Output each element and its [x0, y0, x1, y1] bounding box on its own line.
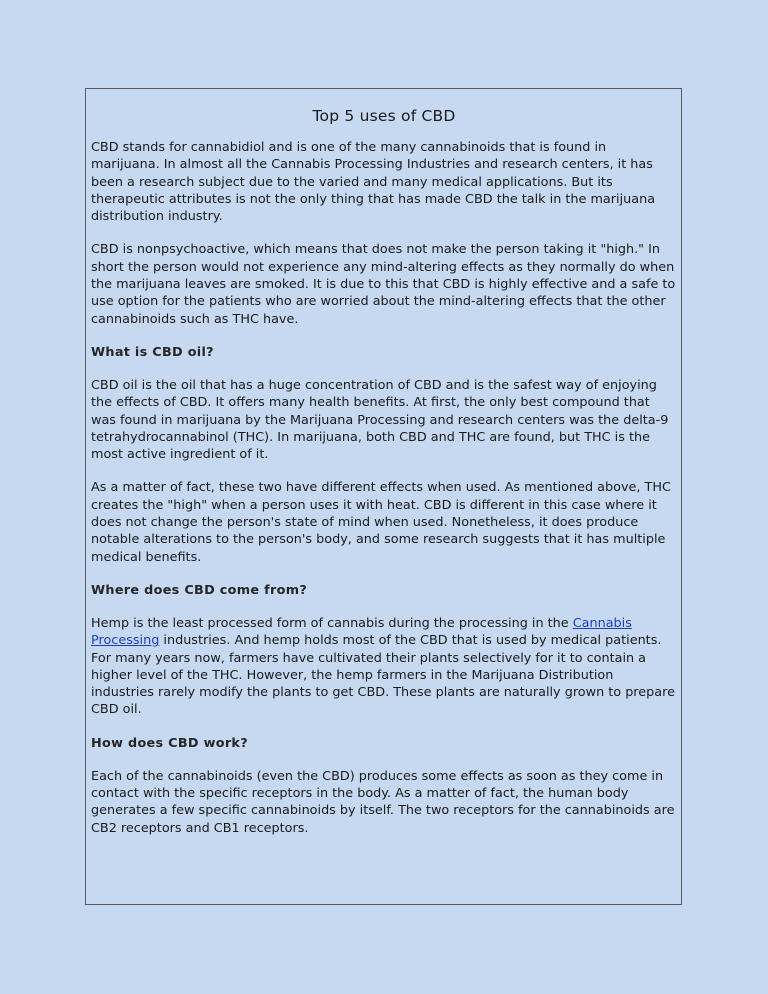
section1-paragraph-2: As a matter of fact, these two have different effects when used. As mentioned above, THC creates the "high" when a person uses it with heat. CBD is different in this case where it does not change the person's state of mind when used. Nonetheless, it does produce notable alterations to the person's body, and some research suggests that it has multiple medical benefits.	[91, 480, 671, 565]
intro-paragraph-1: CBD stands for cannabidiol and is one of the many cannabinoids that is found in marijuana. In almost all the Cannabis Processing Industries and research centers, it has been a research subject due to the varied and many medical applications. But its therapeutic attributes is not the only thing that has made CBD the talk in the marijuana distribution industry.	[91, 140, 656, 225]
section3-paragraph-1: Each of the cannabinoids (even the CBD) produces some effects as soon as they come in contact with the specific receptors in the body. As a matter of fact, the human body generates a few specific cannabinoids by itself. The two receptors for the cannabinoids are CB2 receptors and CB1 receptors.	[91, 768, 675, 836]
document-page	[85, 88, 682, 905]
cannabis-processing-link[interactable]: Cannabis Processing	[91, 615, 632, 649]
intro-paragraph-2: CBD is nonpsychoactive, which means that does not make the person taking it "high." In short the person would not experience any mind-altering effects as they normally do when the marijuana leaves are smoked. It is due to this that CBD is highly effective and a safe to use option for the patients who are worried about the mind-altering effects that the other cannabinoids such as THC have.	[91, 242, 676, 327]
section2-text-after-link: industries. And hemp holds most of the CBD that is used by medical patients. For many years now, farmers have cultivated their plants selectively for it to contain a higher level of the THC. However, the hemp farmers in the Marijuana Distribution industries rarely modify the plants to get CBD. These plants are naturally grown to prepare CBD oil.	[91, 633, 675, 718]
section2-text-before-link: Hemp is the least processed form of cannabis during the processing in the	[91, 615, 573, 631]
section-heading-where-does-cbd-come-from: Where does CBD come from?	[91, 582, 308, 598]
document-title: Top 5 uses of CBD	[312, 107, 456, 125]
section-heading-how-does-cbd-work: How does CBD work?	[91, 735, 248, 751]
section-heading-what-is-cbd-oil: What is CBD oil?	[91, 344, 214, 360]
section1-paragraph-1: CBD oil is the oil that has a huge concentration of CBD and is the safest way of enjoying the effects of CBD. It offers many health benefits. At first, the only best compound that was found in marijuana by the Marijuana Processing and research centers was the delta-9 tetrahydrocannabinol (THC). In marijuana, both CBD and THC are found, but THC is the most active ingredient of it.	[91, 377, 669, 463]
section2-paragraph-1	[91, 615, 677, 719]
